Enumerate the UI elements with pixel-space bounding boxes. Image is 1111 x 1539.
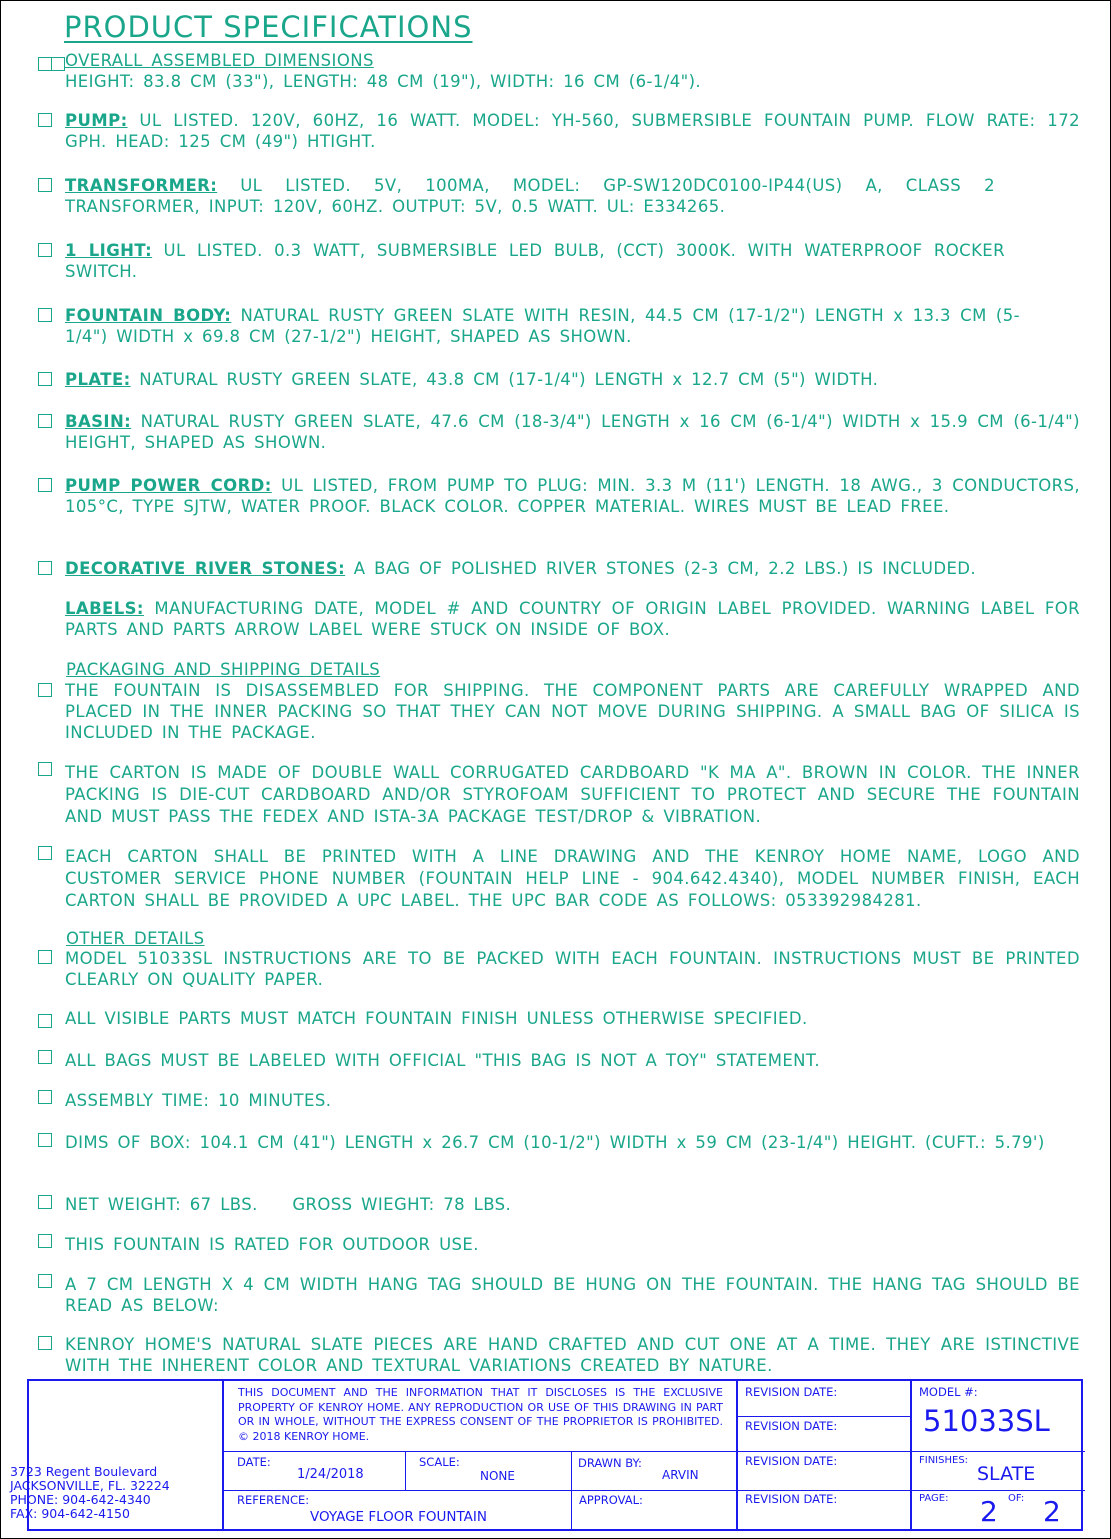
- scale-value: NONE: [480, 1469, 515, 1483]
- revision-date-label: REVISION DATE:: [745, 1492, 838, 1506]
- other-heading: OTHER DETAILS: [66, 929, 205, 948]
- checkbox[interactable]: [38, 950, 52, 964]
- divider: [910, 1381, 912, 1529]
- checkbox[interactable]: [38, 1014, 52, 1028]
- revision-date-label: REVISION DATE:: [745, 1385, 838, 1399]
- revision-date-label: REVISION DATE:: [745, 1419, 838, 1433]
- checkbox[interactable]: [38, 1336, 52, 1350]
- finishes-label: FINISHES:: [919, 1455, 969, 1466]
- page-value: 2: [980, 1495, 998, 1528]
- packaging-heading: PACKAGING AND SHIPPING DETAILS: [66, 660, 381, 679]
- company-address: 3723 Regent Boulevard JACKSONVILLE, FL. 32224 PHONE: 904-642-4340 FAX: 904-642-4150: [10, 1464, 170, 1521]
- proprietary-notice: THIS DOCUMENT AND THE INFORMATION THAT IT DISCLOSES IS THE EXCLUSIVE PROPERTY OF KENROY HOME. ANY REPRODUCTION OR USE OF THIS DRAWING IN PART OR IN WHOLE, WITHOUT THE EXPRESS CONSENT OF THE PROPRIETOR IS PROHIBITED. © 2018 KENROY HOME.: [238, 1386, 723, 1443]
- checkbox[interactable]: [38, 178, 52, 192]
- checkbox[interactable]: [38, 243, 52, 257]
- approval-label: APPROVAL:: [579, 1493, 643, 1507]
- divider: [405, 1451, 406, 1491]
- checkbox[interactable]: [38, 1195, 52, 1209]
- checkbox[interactable]: [38, 683, 52, 697]
- model-value: 51033SL: [923, 1404, 1050, 1438]
- date-value: 1/24/2018: [297, 1467, 364, 1482]
- divider: [571, 1451, 572, 1529]
- scale-label: SCALE:: [419, 1455, 460, 1469]
- checkbox[interactable]: [38, 1133, 52, 1147]
- divider: [222, 1381, 224, 1529]
- checkbox[interactable]: [38, 414, 52, 428]
- checkbox[interactable]: [38, 308, 52, 322]
- reference-label: REFERENCE:: [237, 1493, 310, 1507]
- checkbox[interactable]: [38, 1274, 52, 1288]
- revision-date-label: REVISION DATE:: [745, 1454, 838, 1468]
- drawn-by-value: ARVIN: [662, 1468, 699, 1482]
- model-label: MODEL #:: [919, 1385, 978, 1399]
- finish-value: SLATE: [977, 1463, 1036, 1485]
- of-label: OF:: [1008, 1493, 1025, 1504]
- checkbox[interactable]: [38, 1234, 52, 1248]
- page-title: PRODUCT SPECIFICATIONS: [64, 10, 473, 44]
- drawn-by-label: DRAWN BY:: [578, 1456, 642, 1470]
- checkbox[interactable]: [38, 1090, 52, 1104]
- divider: [736, 1490, 1085, 1491]
- checkbox[interactable]: [38, 478, 52, 492]
- reference-value: VOYAGE FLOOR FOUNTAIN: [310, 1509, 487, 1525]
- divider: [222, 1490, 736, 1491]
- divider: [222, 1451, 736, 1452]
- date-label: DATE:: [237, 1455, 271, 1469]
- checkbox[interactable]: [38, 113, 52, 127]
- of-value: 2: [1043, 1495, 1061, 1528]
- checkbox[interactable]: [38, 762, 52, 776]
- checkbox[interactable]: [38, 57, 52, 71]
- checkbox[interactable]: [38, 1050, 52, 1064]
- checkbox[interactable]: [51, 57, 65, 71]
- divider: [736, 1451, 1085, 1452]
- checkbox[interactable]: [38, 846, 52, 860]
- checkbox[interactable]: [38, 561, 52, 575]
- checkbox[interactable]: [38, 372, 52, 386]
- divider: [736, 1381, 738, 1529]
- page-label: PAGE:: [919, 1493, 949, 1504]
- divider: [736, 1416, 910, 1417]
